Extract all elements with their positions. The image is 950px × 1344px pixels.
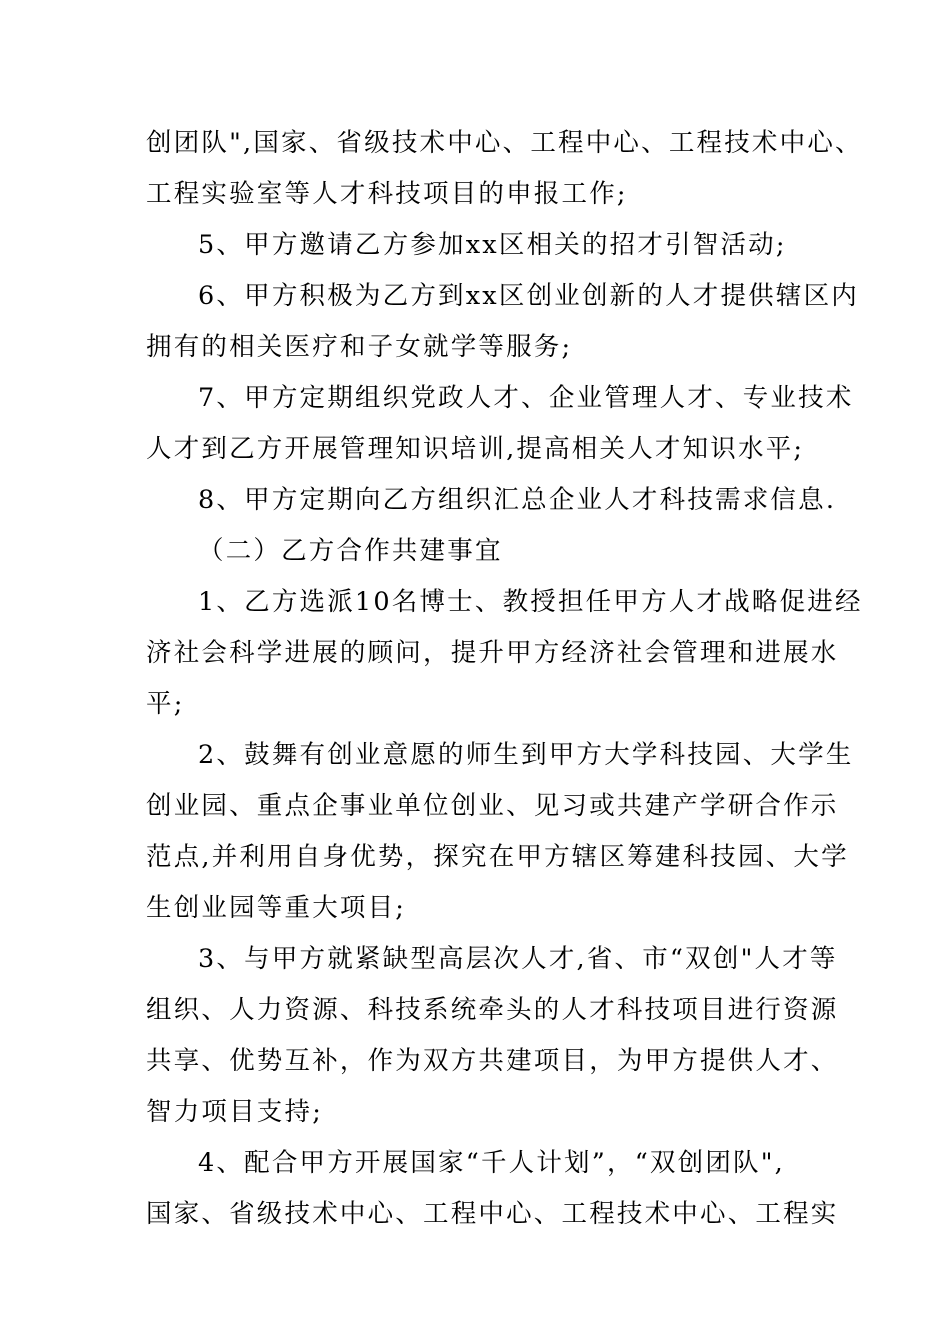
paragraph-4: 4、配合甲方开展国家“千人计划”，“双创团队",: [198, 1148, 785, 1178]
text-line: 共享、优势互补，作为双方共建项目，为甲方提供人才、: [146, 1046, 839, 1076]
paragraph-7: 7、甲方定期组织党政人才、企业管理人才、专业技术: [198, 383, 854, 413]
text-line: 人才到乙方开展管理知识培训,提高相关人才知识水平;: [146, 434, 805, 464]
text-line: 平;: [146, 689, 185, 719]
paragraph-2: 2、鼓舞有创业意愿的师生到甲方大学科技园、大学生: [198, 740, 854, 770]
paragraph-6: 6、甲方积极为乙方到xx区创业创新的人才提供辖区内: [198, 281, 859, 311]
document-body: [146, 118, 863, 1240]
text-line: 智力项目支持;: [146, 1097, 323, 1127]
text-line: 范点,并利用自身优势，探究在甲方辖区筹建科技园、大学: [146, 842, 849, 872]
text-line: 创团队",国家、省级技术中心、工程中心、工程技术中心、: [146, 128, 863, 158]
text-line: 工程实验室等人才科技项目的申报工作;: [146, 179, 628, 209]
text-line: 国家、省级技术中心、工程中心、工程技术中心、工程实: [146, 1199, 839, 1229]
text-line: 生创业园等重大项目;: [146, 893, 407, 923]
text-line: 拥有的相关医疗和子女就学等服务;: [146, 332, 573, 362]
paragraph-3: 3、与甲方就紧缺型高层次人才,省、市“双创"人才等: [198, 944, 838, 974]
paragraph-5: 5、甲方邀请乙方参加xx区相关的招才引智活动;: [198, 230, 787, 260]
paragraph-1: 1、乙方选派10名博士、教授担任甲方人才战略促进经: [198, 587, 863, 617]
text-line: 济社会科学进展的顾问，提升甲方经济社会管理和进展水: [146, 638, 839, 668]
text-line: 组织、人力资源、科技系统牵头的人才科技项目进行资源: [146, 995, 839, 1025]
section-heading: （二）乙方合作共建事宜: [198, 536, 503, 566]
paragraph-8: 8、甲方定期向乙方组织汇总企业人才科技需求信息.: [198, 485, 837, 515]
text-line: 创业园、重点企事业单位创业、见习或共建产学研合作示: [146, 791, 839, 821]
